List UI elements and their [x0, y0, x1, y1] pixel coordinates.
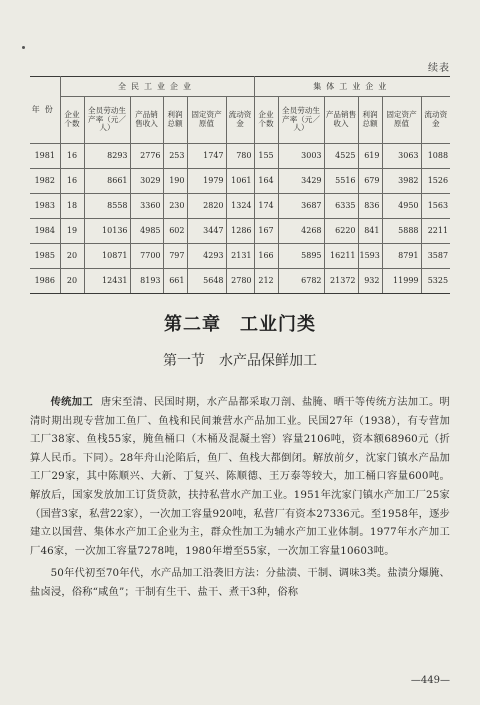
table-group-header-row	[30, 77, 450, 97]
table-cell: 841	[358, 219, 382, 244]
table-cell: 2780	[226, 269, 254, 294]
table-cell: 18	[60, 194, 84, 219]
table-cell: 16	[60, 144, 84, 169]
table-cell: 5648	[187, 269, 226, 294]
table-cell: 3003	[278, 144, 324, 169]
table-cell: 1747	[187, 144, 226, 169]
table-cell: 6220	[324, 219, 358, 244]
table-cell: 602	[163, 219, 187, 244]
paragraph-lead-term: 传统加工	[50, 396, 93, 408]
table-cell: 2211	[421, 219, 450, 244]
table-row	[30, 219, 450, 244]
table-cell: 1088	[421, 144, 450, 169]
table-cell: 5888	[382, 219, 421, 244]
table-cell: 797	[163, 244, 187, 269]
table-cell: 11999	[382, 269, 421, 294]
table-cell: 780	[226, 144, 254, 169]
table-cell: 3360	[130, 194, 163, 219]
table-cell: 661	[163, 269, 187, 294]
column-header: 全员劳动生产率（元／人）	[278, 97, 324, 144]
table-cell: 3447	[187, 219, 226, 244]
table-cell: 167	[254, 219, 278, 244]
table-column-header-row	[30, 97, 450, 144]
statistics-table	[30, 76, 450, 294]
column-header: 利润总额	[358, 97, 382, 144]
table-cell: 1593	[358, 244, 382, 269]
table-row	[30, 194, 450, 219]
table-cell: 4985	[130, 219, 163, 244]
table-cell: 2776	[130, 144, 163, 169]
table-cell: 619	[358, 144, 382, 169]
table-cell: 8791	[382, 244, 421, 269]
table-cell: 4950	[382, 194, 421, 219]
table-cell: 5895	[278, 244, 324, 269]
table-cell: 3029	[130, 169, 163, 194]
table-cell: 7700	[130, 244, 163, 269]
table-cell: 3687	[278, 194, 324, 219]
body-text	[30, 393, 450, 602]
year-cell: 1986	[30, 269, 60, 294]
table-cell: 12431	[84, 269, 130, 294]
table-cell: 4293	[187, 244, 226, 269]
table-cell: 1563	[421, 194, 450, 219]
table-cell: 3587	[421, 244, 450, 269]
table-row	[30, 244, 450, 269]
table-cell: 1526	[421, 169, 450, 194]
table-cell: 3982	[382, 169, 421, 194]
table-cell: 8293	[84, 144, 130, 169]
table-cell: 6335	[324, 194, 358, 219]
column-header: 固定资产原值	[382, 97, 421, 144]
column-header: 企业个数	[254, 97, 278, 144]
table-cell: 2820	[187, 194, 226, 219]
table-cell: 4268	[278, 219, 324, 244]
table-cell: 8661	[84, 169, 130, 194]
table-row	[30, 144, 450, 169]
paragraph-text: 唐宋至清、民国时期，水产品都采取刀剖、盐腌、晒干等传统方法加工。明清时期出现专营加工鱼厂、鱼栈和民间兼营水产品加工业。民国27年（1938），有专营加工厂38家、鱼栈55家，腌鱼桶口（木桶及混凝土窖）容量2106吨，资本额68960元（折算人民币。下同）。28年舟山沦陷后，鱼厂、鱼栈大都倒闭。解放前夕，沈家门镇水产品加工厂29家，其中陈顺兴、大新、丁复兴、陈顺德、王万泰等较大，加工桶口容量600吨。解放后，国家发放加工订货贷款，扶持私营水产加工业。1951年沈家门镇水产加工厂25家（国营3家，私营22家），一次加工容量920吨，私营厂有资本27336元。至1958年，逐步建立以国营、集体水产加工企业为主，群众性加工为辅水产加工业体制。1977年水产加工厂46家，一次加工容量7278吨，1980年增至55家，一次加工容量10603吨。	[30, 396, 450, 557]
table-cell: 3063	[382, 144, 421, 169]
column-header: 产品销售收入	[324, 97, 358, 144]
column-header: 全员劳动生产率（元／人）	[84, 97, 130, 144]
table-cell: 155	[254, 144, 278, 169]
paragraph: 50年代初至70年代，水产品加工沿袭旧方法：分盐渍、干制、调味3类。盐渍分爆腌、盐卤浸，俗称“咸鱼”；干制有生干、盐干、煮干3种，俗称	[30, 567, 450, 598]
section-title: 第一节 水产品保鲜加工	[163, 353, 317, 369]
table-cell: 5325	[421, 269, 450, 294]
state-enterprises-header: 全民工业企业	[60, 77, 254, 97]
table-cell: 190	[163, 169, 187, 194]
column-header: 产品销售收入	[130, 97, 163, 144]
table-cell: 1324	[226, 194, 254, 219]
table-cell: 212	[254, 269, 278, 294]
year-cell: 1981	[30, 144, 60, 169]
table-cell: 1979	[187, 169, 226, 194]
table-cell: 164	[254, 169, 278, 194]
chapter-title: 第二章 工业门类	[164, 314, 316, 335]
column-header: 流动资金	[226, 97, 254, 144]
table-cell: 20	[60, 244, 84, 269]
table-cell: 5516	[324, 169, 358, 194]
collective-enterprises-header: 集体工业企业	[254, 77, 450, 97]
column-header: 利润总额	[163, 97, 187, 144]
column-header: 固定资产原值	[187, 97, 226, 144]
column-header: 流动资金	[421, 97, 450, 144]
year-column-header: 年份	[30, 77, 60, 144]
table-cell: 4525	[324, 144, 358, 169]
table-cell: 10136	[84, 219, 130, 244]
table-row	[30, 269, 450, 294]
table-cell: 8558	[84, 194, 130, 219]
table-continued-label: 续表	[428, 63, 450, 74]
table-cell: 836	[358, 194, 382, 219]
table-cell: 679	[358, 169, 382, 194]
table-cell: 20	[60, 269, 84, 294]
table-cell: 3429	[278, 169, 324, 194]
table-cell: 21372	[324, 269, 358, 294]
table-cell: 230	[163, 194, 187, 219]
table-cell: 932	[358, 269, 382, 294]
table-cell: 6782	[278, 269, 324, 294]
table-row	[30, 169, 450, 194]
table-cell: 174	[254, 194, 278, 219]
table-cell: 16211	[324, 244, 358, 269]
table-cell: 1286	[226, 219, 254, 244]
table-cell: 2131	[226, 244, 254, 269]
table-cell: 8193	[130, 269, 163, 294]
table-cell: 16	[60, 169, 84, 194]
year-cell: 1985	[30, 244, 60, 269]
year-cell: 1982	[30, 169, 60, 194]
page-speck	[22, 46, 25, 49]
year-cell: 1983	[30, 194, 60, 219]
table-cell: 166	[254, 244, 278, 269]
paragraph	[30, 393, 450, 560]
table-cell: 253	[163, 144, 187, 169]
table-cell: 1061	[226, 169, 254, 194]
page-number: —449—	[410, 675, 450, 686]
table-cell: 19	[60, 219, 84, 244]
year-cell: 1984	[30, 219, 60, 244]
column-header: 企业个数	[60, 97, 84, 144]
table-cell: 10871	[84, 244, 130, 269]
